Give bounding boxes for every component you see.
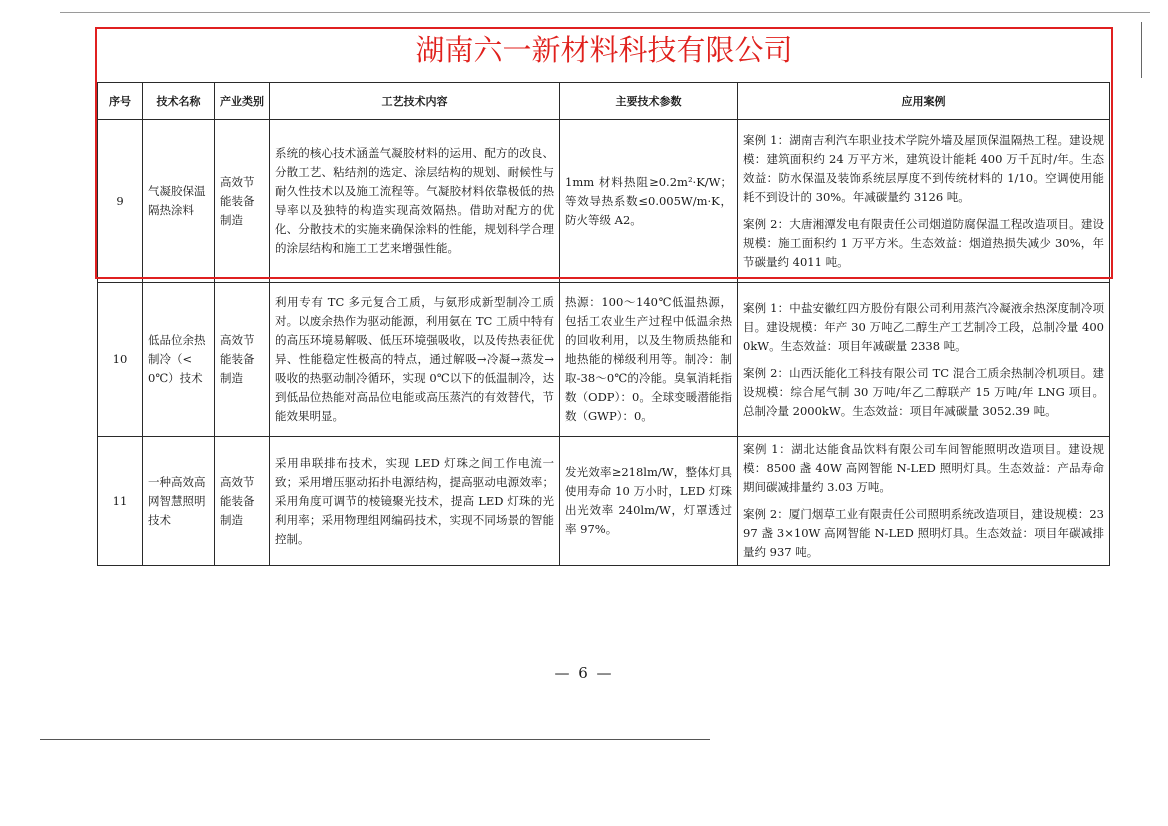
case-item: 案例 1：中盐安徽红四方股份有限公司利用蒸汽冷凝液余热深度制冷项目。建设规模：年产 30 万吨乙二醇生产工艺制冷工段，总制冷量 4000kW。生态效益：项目年减碳量 2338 吨。 <box>743 300 1104 353</box>
header-cases: 应用案例 <box>738 83 1110 120</box>
industry-category-text: 高效节能装备制造 <box>220 333 255 385</box>
case-item: 案例 1：湖北达能食品饮料有限公司车间智能照明改造项目。建设规模：8500 盏 40W 高网智能 N-LED 照明灯具。生态效益：产品寿命期间碳减排量约 3.03 万吨。 <box>743 442 1104 494</box>
key-parameters: 热源：100～140℃低温热源，包括工农业生产过程中低温余热的回收利用，以及生物质热能和地热能的梯级利用等。制冷：制取-38～0℃的冷能。臭氧消耗指数（ODP）：0。全球变暖潜能指数（GWP）：0。 <box>560 283 738 437</box>
table-row <box>98 437 1110 566</box>
table-row <box>98 120 1110 283</box>
process-content: 利用专有 TC 多元复合工质，与氨形成新型制冷工质对。以废余热作为驱动能源，利用氨在 TC 工质中特有的高压环境易解吸、低压环境强吸收，以及传热表征优异、性能稳定性极高的特点，通过解吸→冷凝→蒸发→吸收的热驱动制冷循环，实现 0℃以下的低温制冷，达到低品位热能对高品位电能或高压蒸汽的有效替代，节能效果明显。 <box>270 283 560 437</box>
key-parameters: 发光效率≥218lm/W，整体灯具使用寿命 10 万小时，LED 灯珠出光效率 240lm/W，灯罩透过率 97%。 <box>560 437 738 566</box>
company-title: 湖南六一新材料科技有限公司 <box>415 33 793 67</box>
page-number: — 6 — <box>554 664 614 682</box>
technology-name-text: 低品位余热制冷（<0℃）技术 <box>148 333 206 385</box>
technology-name-text: 气凝胶保温隔热涂料 <box>148 184 206 217</box>
process-content: 采用串联排布技术，实现 LED 灯珠之间工作电流一致；采用增压驱动拓扑电源结构，提高驱动电源效率；采用角度可调节的棱镜聚光技术，提高 LED 灯珠的光利用率；采用物理组网编码技术，实现不同场景的智能控制。 <box>270 437 560 566</box>
header-content: 工艺技术内容 <box>270 83 560 120</box>
industry-category-text: 高效节能装备制造 <box>220 174 255 227</box>
header-category: 产业类别 <box>215 83 270 120</box>
technology-name <box>143 437 215 566</box>
right-edge-mark <box>1141 22 1142 78</box>
top-rule <box>60 12 1150 13</box>
industry-category <box>215 283 270 437</box>
industry-category <box>215 437 270 566</box>
table-row <box>98 283 1110 437</box>
technology-table <box>97 82 1110 566</box>
row-number: 11 <box>98 437 143 566</box>
row-number: 10 <box>98 283 143 437</box>
technology-name <box>143 283 215 437</box>
bottom-rule <box>40 739 710 740</box>
application-cases <box>738 120 1110 283</box>
application-cases <box>738 283 1110 437</box>
row-number: 9 <box>98 120 143 283</box>
technology-name-text: 一种高效高网智慧照明技术 <box>148 474 206 527</box>
application-cases <box>738 437 1110 566</box>
header-params: 主要技术参数 <box>560 83 738 120</box>
table-header-row <box>98 83 1110 120</box>
industry-category-text: 高效节能装备制造 <box>220 474 255 527</box>
case-item: 案例 2：厦门烟草工业有限责任公司照明系统改造项目，建设规模：2397 盏 3×10W 高网智能 N-LED 照明灯具。生态效益：项目年碳减排量约 937 吨。 <box>743 507 1104 559</box>
header-no: 序号 <box>98 83 143 120</box>
key-parameters: 1mm 材料热阻≥0.2m²·K/W；等效导热系数≤0.005W/m·K，防火等级 A2。 <box>560 120 738 283</box>
process-content: 系统的核心技术涵盖气凝胶材料的运用、配方的改良、分散工艺、粘结剂的选定、涂层结构的规划、耐候性与耐久性技术以及施工流程等。气凝胶材料依靠极低的热导率以及独特的构造实现高效隔热。借助对配方的优化、分散技术的实施来确保涂料的性能，规划科学合理的涂层结构和施工工艺来增强性能。 <box>270 120 560 283</box>
header-name: 技术名称 <box>143 83 215 120</box>
case-item: 案例 1：湖南吉利汽车职业技术学院外墙及屋顶保温隔热工程。建设规模：建筑面积约 24 万平方米，建筑设计能耗 400 万千瓦时/年。生态效益：防水保温及装饰系统层厚度不到传统材料的 1/10。空调使用能耗不到设计的 30%。年减碳量约 3126 吨。 <box>743 132 1104 204</box>
case-item: 案例 2：大唐湘潭发电有限责任公司烟道防腐保温工程改造项目。建设规模：施工面积约 1 万平方米。生态效益：烟道热损失减少 30%，年节碳量约 4011 吨。 <box>743 216 1104 269</box>
case-item: 案例 2：山西沃能化工科技有限公司 TC 混合工质余热制冷机项目。建设规模：综合尾气制 30 万吨/年乙二醇联产 15 万吨/年 LNG 项目。总制冷量 2000kW。生态效益：项目年减碳量 3052.39 吨。 <box>743 365 1104 418</box>
technology-name <box>143 120 215 283</box>
industry-category <box>215 120 270 283</box>
